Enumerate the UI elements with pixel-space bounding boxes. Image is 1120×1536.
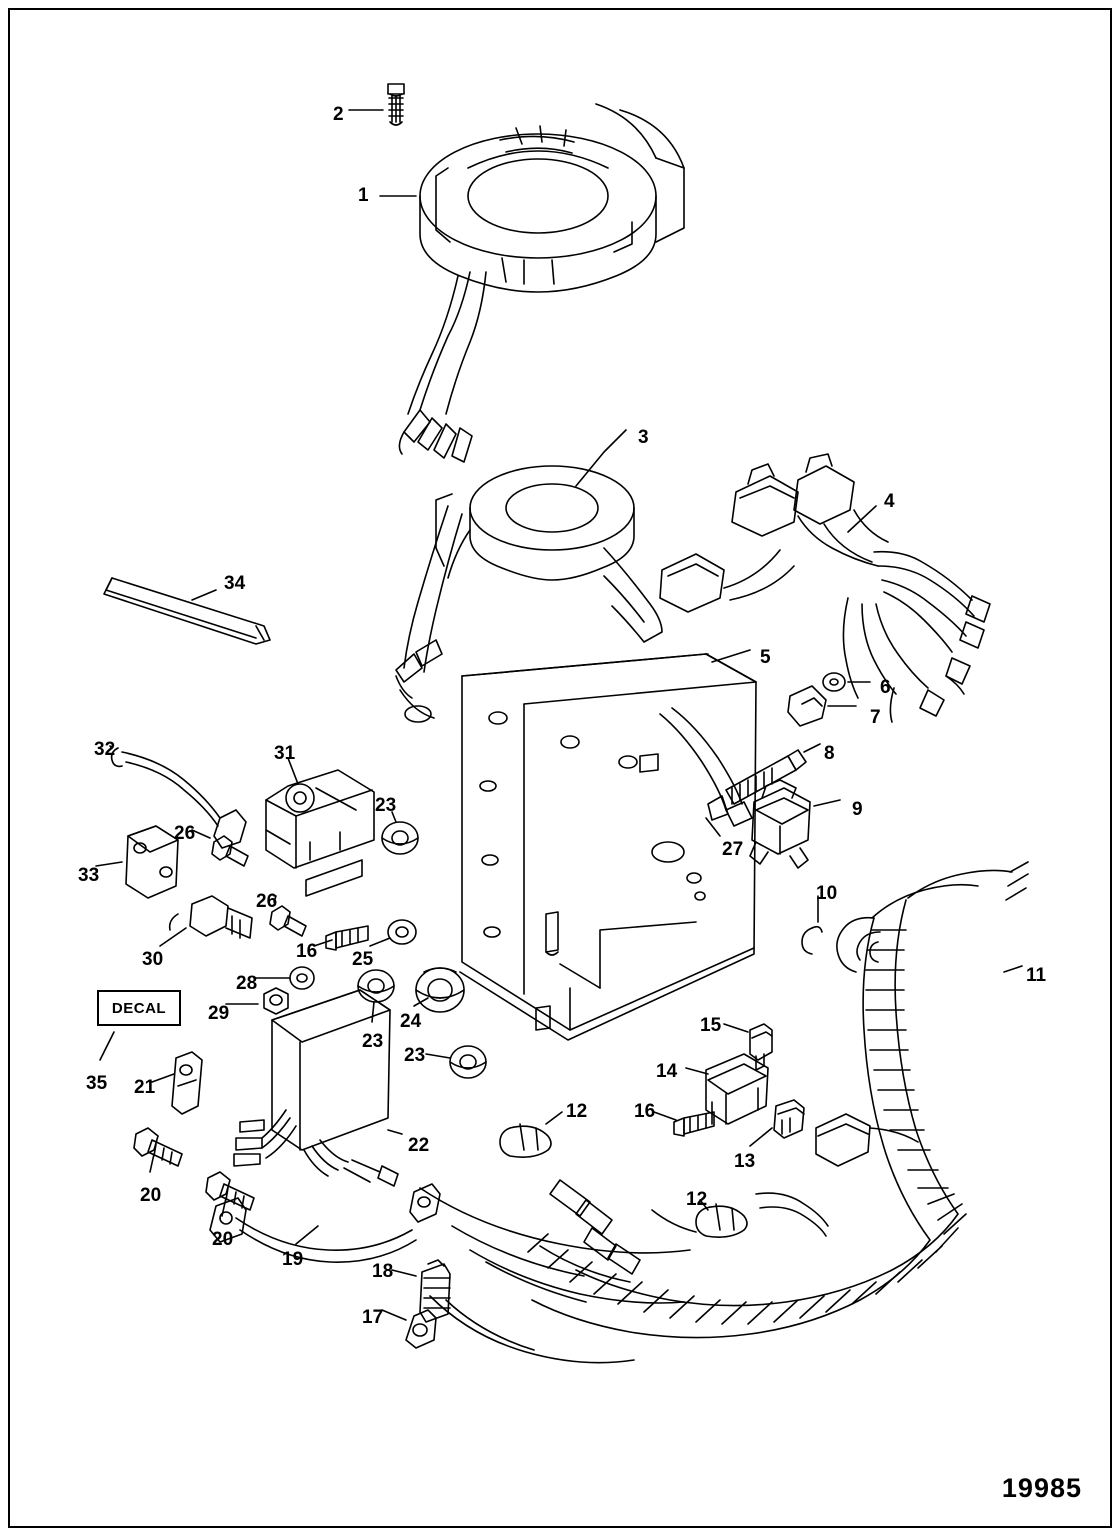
leader-35 xyxy=(100,1032,114,1060)
callout-35: 35 xyxy=(86,1073,108,1094)
leader-33 xyxy=(96,862,122,866)
part-9-relay xyxy=(750,780,810,868)
callout-13: 13 xyxy=(734,1151,756,1172)
leader-13 xyxy=(750,1128,772,1146)
callout-16a: 16 xyxy=(296,941,318,962)
part-20-screw-a xyxy=(134,1128,182,1166)
callout-1: 1 xyxy=(358,185,369,206)
callout-27: 27 xyxy=(722,839,744,860)
leader-27 xyxy=(706,818,720,836)
callout-28: 28 xyxy=(236,973,258,994)
callout-30: 30 xyxy=(142,949,164,970)
leader-20b xyxy=(222,1198,226,1216)
part-28-washer xyxy=(290,967,314,989)
callout-2: 2 xyxy=(333,104,344,125)
part-11-conduit xyxy=(528,862,1028,1338)
callout-25: 25 xyxy=(352,949,374,970)
part-23-grommet-a xyxy=(382,822,418,854)
callout-12b: 12 xyxy=(686,1189,708,1210)
part-14-rectifier xyxy=(706,1054,768,1124)
callout-26a: 26 xyxy=(174,823,196,844)
callout-4: 4 xyxy=(884,491,895,512)
callout-26b: 26 xyxy=(256,891,278,912)
leader-12a xyxy=(546,1112,562,1124)
leader-3 xyxy=(576,430,626,486)
part-20-screw-b xyxy=(206,1172,254,1210)
callout-21: 21 xyxy=(134,1077,156,1098)
callout-20b: 20 xyxy=(212,1229,234,1250)
part-24-grommet xyxy=(416,968,464,1012)
leader-5 xyxy=(712,650,750,662)
leader-4 xyxy=(848,506,876,532)
callout-18: 18 xyxy=(372,1261,394,1282)
callout-34: 34 xyxy=(224,573,246,594)
callout-14: 14 xyxy=(656,1061,678,1082)
leader-21 xyxy=(152,1074,174,1082)
callout-19: 19 xyxy=(282,1249,304,1270)
leader-18 xyxy=(392,1270,416,1276)
leader-24 xyxy=(414,998,428,1006)
part-6-washer xyxy=(823,673,845,691)
leader-15 xyxy=(724,1024,748,1032)
leader-20a xyxy=(150,1154,154,1172)
callout-22: 22 xyxy=(408,1135,430,1156)
part-3-trigger xyxy=(396,466,662,722)
part-16-bolt-a xyxy=(326,926,368,950)
part-23-grommet-b xyxy=(358,970,394,1002)
part-18-stud xyxy=(420,1260,450,1322)
leader-22 xyxy=(388,1130,402,1134)
callout-24: 24 xyxy=(400,1011,422,1032)
part-33-bracket xyxy=(126,826,178,898)
callout-6: 6 xyxy=(880,677,891,698)
lower-harness xyxy=(420,1114,918,1363)
part-17-terminal xyxy=(406,1310,436,1348)
part-21-strap xyxy=(172,1052,202,1114)
leader-8 xyxy=(804,744,820,752)
part-10-clip xyxy=(802,927,822,954)
callout-10: 10 xyxy=(816,883,838,904)
callout-32: 32 xyxy=(94,739,116,760)
callout-12a: 12 xyxy=(566,1101,588,1122)
leader-16b xyxy=(654,1112,676,1120)
leader-23b xyxy=(372,1002,374,1022)
callout-8: 8 xyxy=(824,743,835,764)
part-4-harness xyxy=(660,454,990,722)
part-29-nut xyxy=(264,988,288,1014)
callout-9: 9 xyxy=(852,799,863,820)
part-25-washer xyxy=(388,920,416,944)
leader-30 xyxy=(160,928,186,946)
decal-box xyxy=(97,990,181,1026)
part-23-grommet-c xyxy=(450,1046,486,1078)
leader-11 xyxy=(1004,966,1022,972)
part-13-connector xyxy=(774,1100,804,1138)
callout-33: 33 xyxy=(78,865,100,886)
callout-29: 29 xyxy=(208,1003,230,1024)
part-12-sleeve-a xyxy=(500,1124,551,1157)
callout-23a: 23 xyxy=(375,795,397,816)
drawing-number: 19985 xyxy=(1001,1473,1082,1503)
leader-9 xyxy=(814,800,840,806)
leader-25 xyxy=(370,938,390,946)
leader-19 xyxy=(296,1226,318,1244)
callout-17: 17 xyxy=(362,1307,384,1328)
callout-31: 31 xyxy=(274,743,296,764)
decal-label: DECAL xyxy=(111,999,167,1017)
callout-23b: 23 xyxy=(362,1031,384,1052)
callout-16b: 16 xyxy=(634,1101,656,1122)
part-5-plate xyxy=(460,654,826,1040)
leader-14 xyxy=(686,1068,708,1074)
callout-20a: 20 xyxy=(140,1185,162,1206)
leader-23c xyxy=(426,1054,450,1058)
callout-3: 3 xyxy=(638,427,649,448)
callout-11: 11 xyxy=(1026,965,1047,986)
part-16-bolt-b xyxy=(674,1112,714,1136)
callout-5: 5 xyxy=(760,647,771,668)
callout-15: 15 xyxy=(700,1015,722,1036)
part-22-switchbox xyxy=(234,990,398,1186)
part-2-screw xyxy=(388,84,404,125)
leader-17 xyxy=(382,1310,406,1320)
part-1-stator xyxy=(399,104,684,462)
part-31-coil-bracket xyxy=(266,770,374,896)
leader-34 xyxy=(192,590,216,600)
callout-7: 7 xyxy=(870,707,881,728)
callout-23c: 23 xyxy=(404,1045,426,1066)
